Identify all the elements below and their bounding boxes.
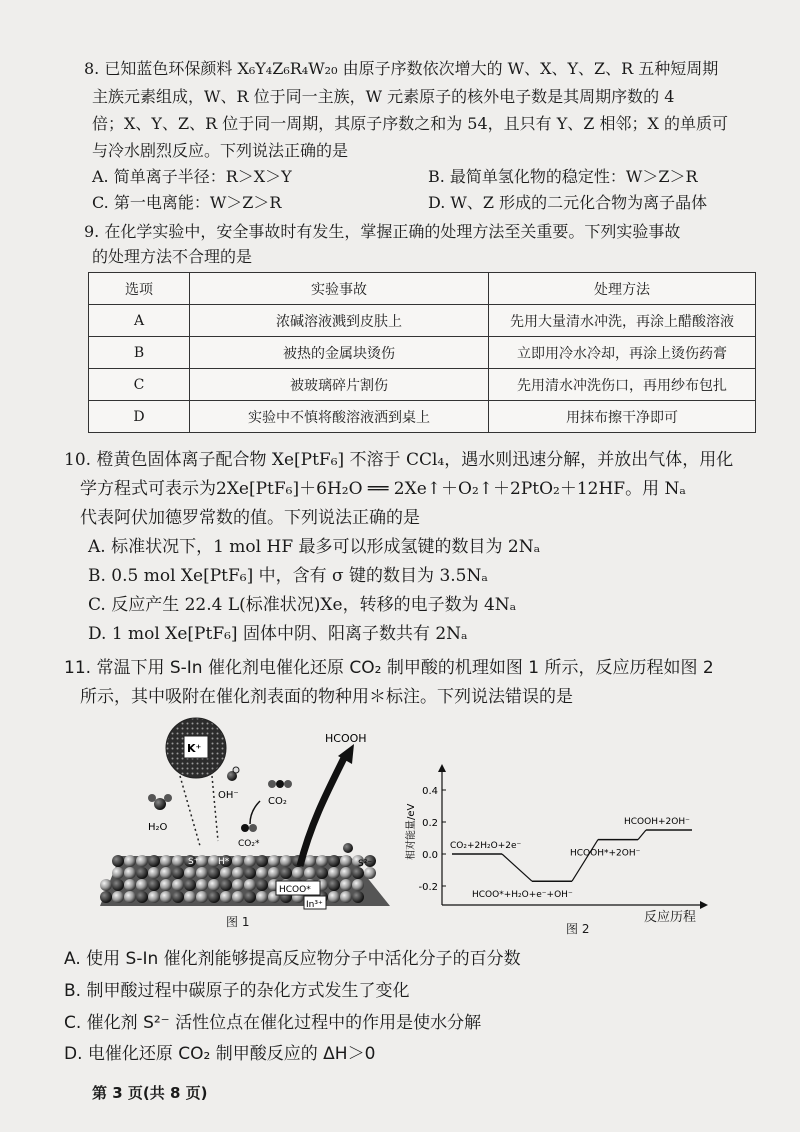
energy-transition [572,840,598,882]
surface-atom [244,879,256,891]
q10-option-c: C. 反应产生 22.4 L(标准状况)Xe，转移的电子数为 4Nₐ [88,595,517,615]
state-label: HCOO*+H₂O+e⁻+OH⁻ [472,890,573,901]
surface-atom [172,879,184,891]
surface-atom [328,867,340,879]
surface-atom [256,855,268,867]
surface-atom [148,867,160,879]
q11-line-1: 11. 常温下用 S-In 催化剂电催化还原 CO₂ 制甲酸的机理如图 1 所示，反应历程如图 2 [64,658,714,678]
table-row [89,369,756,401]
accident-table [88,272,756,433]
q8-line-4: 与冷水剧烈反应。下列说法正确的是 [92,141,349,160]
surface-atom [220,867,232,879]
surface-atom [256,891,268,903]
s-site-label: S⁺ [188,857,199,867]
surface-atom [172,867,184,879]
surface-atom [328,879,340,891]
q11-line-2: 所示，其中吸附在催化剂表面的物种用＊标注。下列说法错误的是 [80,687,573,707]
surface-atom [328,891,340,903]
surface-atom [208,879,220,891]
table-cell: 立即用冷水冷却，再涂上烫伤药膏 [489,337,756,369]
hcooh-label: HCOOH [325,732,367,745]
q10-line-1: 10. 橙黄色固体离子配合物 Xe[PtF₆] 不溶于 CCl₄，遇水则迅速分解，并放出气体，用化 [64,450,734,470]
surface-atom [232,867,244,879]
surface-atom [220,879,232,891]
table-header: 实验事故 [190,273,489,305]
figure-2-energy-profile [400,760,720,925]
surface-atom [100,891,112,903]
surface-atom [244,855,256,867]
q11-option-a: A. 使用 S-In 催化剂能够提高反应物分子中活化分子的百分数 [64,949,521,969]
table-row [89,305,756,337]
surface-atom [160,855,172,867]
co2-adsorbed [241,824,249,832]
y-tick-label: -0.2 [418,882,438,893]
surface-atom [196,879,208,891]
table-cell: 先用大量清水冲洗，再涂上醋酸溶液 [489,305,756,337]
table-cell: C [89,369,190,401]
surface-atom [124,855,136,867]
figure-1-caption: 图 1 [226,915,250,929]
surface-atom [256,867,268,879]
x-axis-label: 反应历程 [644,910,697,925]
table-header: 选项 [89,273,190,305]
y-tick-label: 0.0 [422,850,438,861]
surface-atom [280,855,292,867]
surface-atom [124,879,136,891]
surface-atom [352,879,364,891]
q8-line-3: 倍；X、Y、Z、R 位于同一周期，其原子序数之和为 54，且只有 Y、Z 相邻；X 的单质可 [92,114,728,133]
surface-atom [148,879,160,891]
h2o-molecule [148,794,156,802]
s2-ion [343,843,353,853]
surface-atom [328,855,340,867]
surface-atom [280,867,292,879]
in-label: In³⁺ [306,900,323,910]
table-cell: 被热的金属块烫伤 [190,337,489,369]
surface-atom [148,855,160,867]
co2-adsorbed [249,824,257,832]
table-cell: 被玻璃碎片割伤 [190,369,489,401]
q10-line-3: 代表阿伏加德罗常数的值。下列说法正确的是 [80,508,420,528]
co2-arrow [250,801,260,824]
q10-option-d: D. 1 mol Xe[PtF₆] 固体中阴、阳离子数共有 2Nₐ [88,624,468,644]
surface-atom [112,879,124,891]
k-connector [180,776,200,846]
surface-atom [352,891,364,903]
surface-atom [160,867,172,879]
q8-line-2: 主族元素组成，W、R 位于同一主族，W 元素原子的核外电子数是其周期序数的 4 [92,87,675,106]
surface-atom [292,867,304,879]
surface-atom [172,855,184,867]
surface-atom [148,891,160,903]
q8-line-1: 8. 已知蓝色环保颜料 X₆Y₄Z₆R₄W₂₀ 由原子序数依次增大的 W、X、Y、Z、R 五种短周期 [84,59,719,78]
q10-option-b: B. 0.5 mol Xe[PtF₆] 中，含有 σ 键的数目为 3.5Nₐ [88,566,488,586]
energy-transition [502,854,532,881]
table-row [89,337,756,369]
q9-line-2: 的处理方法不合理的是 [92,247,253,266]
h2o-molecule [154,798,166,810]
y-axis-label: 相对能量/eV [406,803,417,860]
table-cell: B [89,337,190,369]
surface-atom [268,855,280,867]
q8-option-d: D. W、Z 形成的二元化合物为离子晶体 [428,193,708,212]
q10-line-2: 学方程式可表示为2Xe[PtF₆]＋6H₂O ══ 2Xe↑＋O₂↑＋2PtO₂＋12HF。用 Nₐ [80,479,686,499]
state-label: HCOOH+2OH⁻ [624,817,690,827]
k-ion-label: K⁺ [187,742,202,755]
surface-atom [184,867,196,879]
surface-atom [208,891,220,903]
surface-atom [340,879,352,891]
surface-atom [340,855,352,867]
h2o-label: H₂O [148,822,168,833]
s2-label: S²⁻ [358,859,373,869]
surface-atom [220,891,232,903]
hcoo-label: HCOO* [279,885,311,895]
surface-atom [136,879,148,891]
table-cell: A [89,305,190,337]
co2-label: CO₂ [268,796,287,807]
surface-atom [196,891,208,903]
surface-atom [196,867,208,879]
surface-atom [136,891,148,903]
table-header-row [89,273,756,305]
surface-atom [316,867,328,879]
surface-atom [100,879,112,891]
figure-2-caption: 图 2 [566,922,590,936]
co2-molecule [284,780,292,788]
surface-atom [112,855,124,867]
q8-option-a: A. 简单离子半径：R＞X＞Y [92,167,292,186]
surface-atom [184,879,196,891]
surface-atom [232,855,244,867]
oh-molecule [233,767,239,773]
q11-option-c: C. 催化剂 S²⁻ 活性位点在催化过程中的作用是使水分解 [64,1013,482,1033]
table-row [89,401,756,433]
surface-atom [136,855,148,867]
surface-atom [136,867,148,879]
h2o-molecule [164,794,172,802]
surface-atom [232,879,244,891]
surface-atom [160,891,172,903]
surface-atom [244,891,256,903]
surface-atom [256,879,268,891]
h-label: H* [218,857,230,867]
k-connector [212,776,218,841]
q8-option-b: B. 最简单氢化物的稳定性：W＞Z＞R [428,167,698,186]
q11-option-b: B. 制甲酸过程中碳原子的杂化方式发生了变化 [64,981,410,1001]
surface-atom [244,867,256,879]
table-cell: 实验中不慎将酸溶液洒到桌上 [190,401,489,433]
table-cell: 先用清水冲洗伤口，再用纱布包扎 [489,369,756,401]
surface-atom [184,891,196,903]
figure-1-mechanism [100,716,400,928]
page-footer: 第 3 页(共 8 页) [92,1084,208,1102]
q10-option-a: A. 标准状况下，1 mol HF 最多可以形成氢键的数目为 2Nₐ [88,537,541,557]
table-header: 处理方法 [489,273,756,305]
co2-adsorbed-label: CO₂* [238,839,260,849]
surface-atom [268,867,280,879]
surface-atom [232,891,244,903]
q11-option-d: D. 电催化还原 CO₂ 制甲酸反应的 ΔH＞0 [64,1044,376,1064]
y-tick-label: 0.4 [422,786,438,797]
co2-molecule [276,780,284,788]
surface-atom [124,867,136,879]
surface-atom [340,867,352,879]
surface-atom [124,891,136,903]
surface-atom [316,855,328,867]
surface-atom [112,867,124,879]
q8-option-c: C. 第一电离能：W＞Z＞R [92,193,282,212]
co2-molecule [268,780,276,788]
surface-atom [172,891,184,903]
y-axis-arrow [438,764,446,772]
x-axis-arrow [700,901,708,909]
surface-atom [304,867,316,879]
state-label: CO₂+2H₂O+2e⁻ [450,841,522,851]
energy-transition [638,830,646,840]
state-label: HCOOH*+2OH⁻ [570,848,641,859]
table-cell: 浓碱溶液溅到皮肤上 [190,305,489,337]
surface-atom [340,891,352,903]
table-cell: 用抹布擦干净即可 [489,401,756,433]
oh-label: OH⁻ [218,790,239,801]
surface-atom [208,867,220,879]
product-arrow [300,756,345,866]
table-cell: D [89,401,190,433]
surface-atom [112,891,124,903]
q9-line-1: 9. 在化学实验中，安全事故时有发生，掌握正确的处理方法至关重要。下列实验事故 [84,222,681,241]
y-tick-label: 0.2 [422,818,438,829]
surface-atom [160,879,172,891]
